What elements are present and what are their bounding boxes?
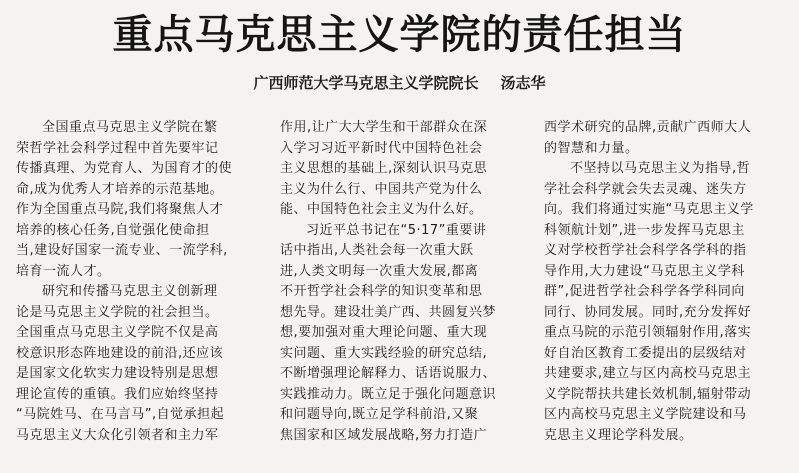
text-line: “马院姓马、在马言马”,自觉承担起: [16, 407, 225, 422]
text-line: 是国家文化软实力建设特别是思想: [16, 366, 219, 381]
text-line: 共建要求,建立与区内高校马克思主: [544, 366, 752, 381]
text-line: 不断增强理论解释力、话语说服力、: [280, 366, 497, 381]
text-line: 想先导。建设壮美广西、共圆复兴梦: [280, 304, 497, 320]
text-column-2: [280, 118, 526, 473]
text-line: 研究和传播马克思主义创新理: [42, 284, 218, 299]
text-line: 不坚持以马克思主义为指导,哲: [570, 161, 751, 176]
text-line: 同行、协同发展。同时,充分发挥好: [544, 304, 752, 320]
text-line: 重点马院的示范引领辐射作用,落实: [544, 325, 752, 340]
text-column-3: [544, 118, 790, 473]
text-line: 科领航计划”,进一步发挥马克思主: [544, 222, 745, 238]
text-line: 能、中国特色社会主义为什么好。: [280, 202, 483, 217]
text-line: 实践推动力。既立足于强化问题意识: [280, 386, 497, 402]
author-name: 汤志华: [500, 74, 546, 92]
text-line: 习近平总书记在“5·17”重要讲: [306, 222, 487, 238]
text-line: 焦国家和区域发展战略,努力打造广: [280, 427, 488, 443]
text-line: 命,成为优秀人才培养的示范基地。: [16, 181, 224, 197]
text-line: 义对学校哲学社会科学各学科的指: [544, 243, 747, 258]
text-line: 的智慧和力量。: [544, 140, 639, 156]
article-body: [16, 118, 791, 473]
text-line: 主义思想的基础上,深刻认识马克思: [280, 161, 488, 176]
text-line: 西学术研究的品牌,贡献广西师大人: [544, 120, 752, 135]
text-line: 克思主义理论学科发展。: [544, 427, 693, 443]
text-line: 作用,让广大大学生和干部群众在深: [280, 120, 488, 135]
text-line: 区内高校马克思主义学院建设和马: [544, 407, 747, 422]
text-line: 想,要加强对重大理论问题、重大现: [280, 325, 488, 340]
article-title: 重点马克思主义学院的责任担当: [112, 11, 687, 58]
text-line: 主义为什么行、中国共产党为什么: [280, 181, 483, 197]
text-line: 入学习习近平新时代中国特色社会: [280, 140, 483, 156]
text-line: 学社会科学就会失去灵魂、迷失方: [544, 181, 747, 197]
text-line: 培养的核心任务,自觉强化使命担: [16, 222, 210, 238]
author-role: 广西师范大学马克思主义学院院长: [253, 74, 479, 92]
text-line: 作为全国重点马院,我们将聚焦人才: [16, 202, 224, 217]
article-byline: [0, 72, 799, 94]
text-line: 和问题导向,既立足学科前沿,又聚: [280, 407, 479, 422]
text-line: 培育一流人才。: [16, 263, 111, 279]
text-line: 进,人类文明每一次重大发展,都离: [280, 263, 479, 279]
text-line: 义学院帮扶共建长效机制,辐射带动: [544, 386, 752, 402]
text-line: 校意识形态阵地建设的前沿,还应该: [16, 345, 224, 361]
text-line: 好自治区教育工委提出的层级结对: [544, 345, 747, 361]
text-line: 向。我们将通过实施“马克思主义学: [544, 202, 754, 217]
text-line: 导作用,大力建设“马克思主义学科: [544, 263, 745, 279]
text-line: 马克思主义大众化引领者和主力军: [16, 427, 219, 443]
text-line: 荣哲学社会科学过程中首先要牢记: [16, 140, 219, 156]
text-line: 当,建设好国家一流专业、一流学科,: [16, 243, 228, 258]
text-line: 不开哲学社会科学的知识变革和思: [280, 284, 483, 299]
text-line: 话中指出,人类社会每一次重大跃: [280, 243, 474, 258]
text-line: 全国重点马克思主义学院不仅是高: [16, 325, 219, 340]
text-line: 群”,促进哲学社会科学各学科同向: [544, 284, 745, 299]
text-line: 理论宣传的重镇。我们应始终坚持: [16, 386, 219, 402]
text-line: 论是马克思主义学院的社会担当。: [16, 304, 219, 320]
text-line: 实问题、重大实践经验的研究总结,: [280, 345, 488, 361]
text-line: 全国重点马克思主义学院在繁: [42, 120, 218, 135]
text-column-1: [16, 118, 262, 473]
text-line: 传播真理、为党育人、为国育才的使: [16, 161, 233, 176]
